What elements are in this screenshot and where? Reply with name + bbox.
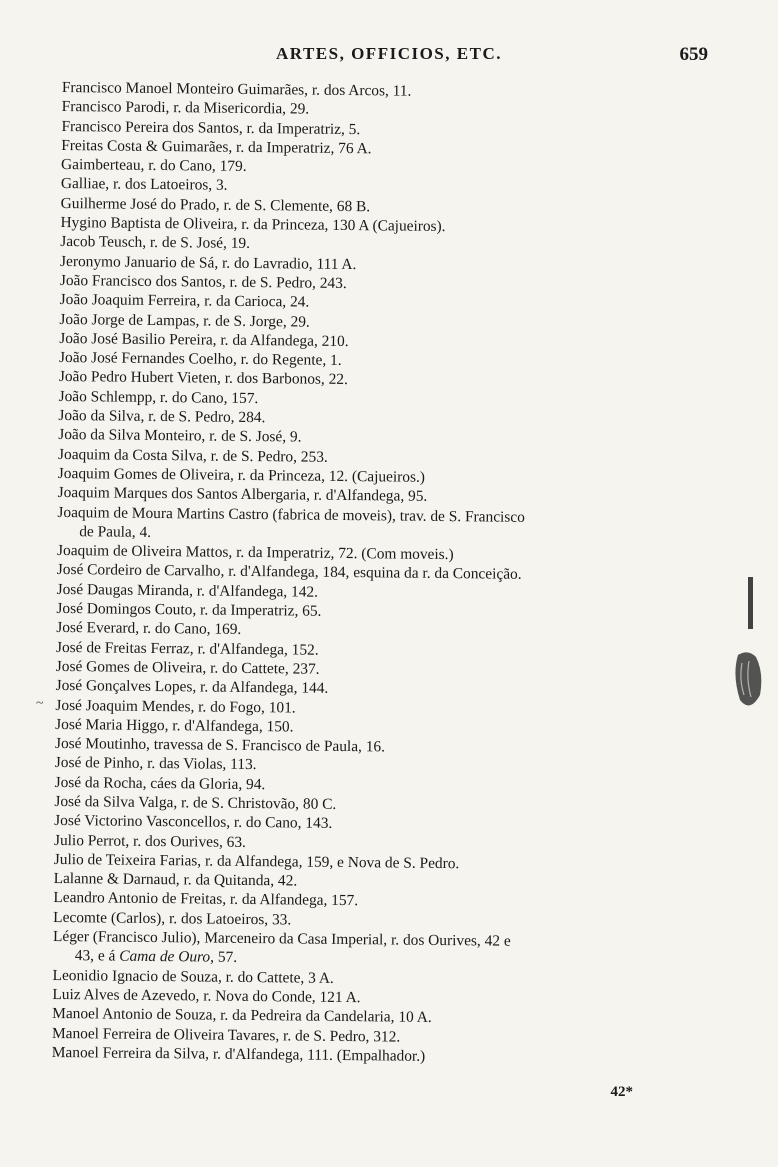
entry-continuation: de Paula, 4. <box>79 523 152 541</box>
directory-entry: Leandro Antonio de Freitas, r. da Alfandega, 157. <box>53 889 359 910</box>
directory-entry: João Pedro Hubert Vieten, r. dos Barbonos, 22. <box>58 368 348 389</box>
directory-entry: Joaquim da Costa Silva, r. de S. Pedro, 253. <box>57 445 328 466</box>
directory-entry: José Joaquim Mendes, r. do Fogo, 101. <box>55 696 296 716</box>
directory-entry: Luiz Alves de Azevedo, r. Nova do Conde, 121 A. <box>52 985 361 1007</box>
directory-entry: Guilherme José do Prado, r. de S. Clemente, 68 B. <box>60 194 371 216</box>
directory-entry: Gaimberteau, r. do Cano, 179. <box>61 156 247 176</box>
directory-entry: Francisco Manoel Monteiro Guimarães, r. dos Arcos, 11. <box>61 78 412 100</box>
directory-entry: Jeronymo Januario de Sá, r. do Lavradio, 111 A. <box>59 252 357 273</box>
directory-entry: Joaquim de Oliveira Mattos, r. da Imperatriz, 72. (Com moveis.) <box>56 542 454 564</box>
directory-entry: Manoel Antonio de Souza, r. da Pedreira da Candelaria, 10 A. <box>52 1005 432 1027</box>
directory-entry: José Cordeiro de Carvalho, r. d'Alfandega, 184, esquina da r. da Conceição. <box>56 561 522 584</box>
directory-entry: José Moutinho, travessa de S. Francisco de Paula, 16. <box>54 735 386 756</box>
directory-entry: Julio Perrot, r. dos Ourives, 63. <box>53 831 247 851</box>
directory-entry: Francisco Pereira dos Santos, r. da Imperatriz, 5. <box>61 117 361 138</box>
directory-entry: João Francisco dos Santos, r. de S. Pedro, 243. <box>59 271 347 292</box>
directory-entry: Manoel Ferreira de Oliveira Tavares, r. de S. Pedro, 312. <box>51 1024 401 1046</box>
entry-line: Joaquim de Moura Martins Castro (fabrica de moveis), trav. de S. Francisco <box>57 503 525 526</box>
directory-entry: José Victorino Vasconcellos, r. do Cano, 143. <box>54 812 333 833</box>
directory-entry: José Maria Higgo, r. d'Alfandega, 150. <box>55 715 294 736</box>
entry-line: Léger (Francisco Julio), Marceneiro da Casa Imperial, r. dos Ourives, 42 e <box>52 928 511 950</box>
directory-entry: José Gonçalves Lopes, r. da Alfandega, 144. <box>55 677 329 698</box>
directory-entry: Julio de Teixeira Farias, r. da Alfandega, 159, e Nova de S. Pedro. <box>53 850 460 873</box>
directory-entry: João José Fernandes Coelho, r. do Regente, 1. <box>58 349 342 370</box>
directory-entry: João Joaquim Ferreira, r. da Carioca, 24. <box>59 291 310 311</box>
page-edge-smudge <box>730 575 764 715</box>
directory-entry: Manoel Ferreira da Silva, r. d'Alfandega, 111. (Empalhador.) <box>51 1043 426 1065</box>
directory-entry: José Daugas Miranda, r. d'Alfandega, 142. <box>56 580 319 601</box>
entry-continuation-suffix: , 57. <box>210 948 238 967</box>
entry-continuation-italic: Cama de Ouro <box>119 948 211 966</box>
directory-entry: Joaquim Marques dos Santos Albergaria, r. d'Alfandega, 95. <box>57 484 428 506</box>
directory-entry: João Jorge de Lampas, r. de S. Jorge, 29. <box>59 310 310 331</box>
directory-entry: Leonidio Ignacio de Souza, r. do Cattete, 3 A. <box>52 966 334 987</box>
directory-entry-wrapped <box>53 927 723 973</box>
directory-entry: José Everard, r. do Cano, 169. <box>56 619 242 639</box>
page-number: 659 <box>679 44 708 65</box>
signature-mark: 42* <box>610 1084 633 1100</box>
page-header <box>0 44 778 68</box>
directory-entries <box>52 78 732 1069</box>
directory-entry: Joaquim Gomes de Oliveira, r. da Princeza, 12. (Cajueiros.) <box>57 464 426 486</box>
directory-entry: João Schlempp, r. do Cano, 157. <box>58 387 259 407</box>
directory-entry: José Domingos Couto, r. da Imperatriz, 65. <box>56 599 322 620</box>
directory-entry: José Gomes de Oliveira, r. do Cattete, 237. <box>55 657 320 678</box>
directory-entry: Lecomte (Carlos), r. dos Latoeiros, 33. <box>53 908 292 929</box>
directory-entry: Hygino Baptista de Oliveira, r. da Princeza, 130 A (Cajueiros). <box>60 214 446 236</box>
directory-entry: José da Silva Valga, r. de S. Christovão, 80 C. <box>54 792 337 813</box>
directory-entry: Galliae, r. dos Latoeiros, 3. <box>60 175 228 195</box>
directory-entry: Lalanne & Darnaud, r. da Quitanda, 42. <box>53 870 298 890</box>
directory-entry: José da Rocha, cáes da Gloria, 94. <box>54 773 266 793</box>
directory-entry: Freitas Costa & Guimarães, r. da Imperatriz, 76 A. <box>61 136 372 158</box>
directory-entry: João José Basilio Pereira, r. da Alfandega, 210. <box>59 329 349 350</box>
directory-entry: José de Freitas Ferraz, r. d'Alfandega, 152. <box>55 638 319 659</box>
directory-entry: José de Pinho, r. das Violas, 113. <box>54 754 257 774</box>
margin-mark: ~ <box>36 696 44 711</box>
running-title: ARTES, OFFICIOS, ETC. <box>276 44 502 63</box>
directory-entry: Francisco Parodi, r. da Misericordia, 29. <box>61 98 310 118</box>
directory-entry: João da Silva, r. de S. Pedro, 284. <box>58 407 266 427</box>
entry-continuation-prefix: 43, e á <box>74 947 120 966</box>
directory-entry: Jacob Teusch, r. de S. José, 19. <box>60 233 251 253</box>
directory-entry: João da Silva Monteiro, r. de S. José, 9. <box>58 426 302 446</box>
